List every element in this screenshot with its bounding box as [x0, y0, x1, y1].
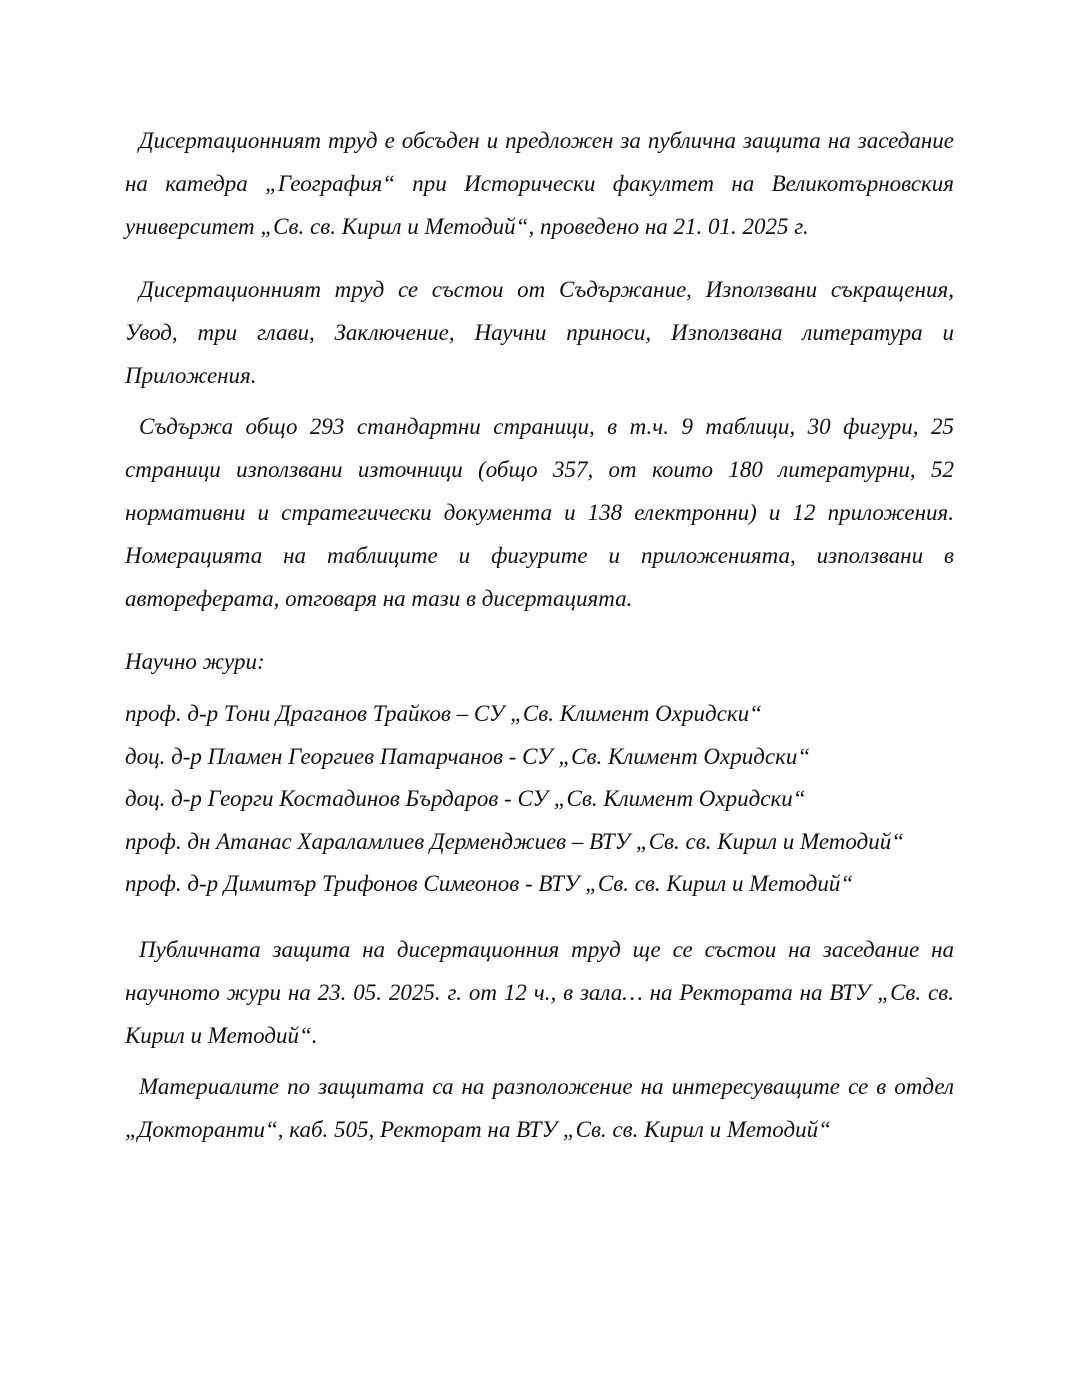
- paragraph-discussion: Дисертационният труд е обсъден и предложен за публична защита на заседание на катедра „География“ при Исторически факултет на Великотърновския университет „Св. св. Кирил и Методий“, проведено на 21. 01. 2025 г.: [125, 128, 954, 239]
- paragraph-materials: Материалите по защитата са на разположение на интересуващите се в отдел „Докторанти“, каб. 505, Ректорат на ВТУ „Св. св. Кирил и Методий“: [125, 1073, 954, 1142]
- jury-member: проф. д-р Тони Драганов Трайков – СУ „Св. Климент Охридски“: [125, 701, 762, 726]
- jury-member: проф. д-р Димитър Трифонов Симеонов - ВТУ „Св. св. Кирил и Методий“: [125, 871, 854, 896]
- jury-heading: Научно жури:: [125, 649, 265, 674]
- paragraph-volume: Съдържа общо 293 стандартни страници, в т.ч. 9 таблици, 30 фигури, 25 страници използвани източници (общо 357, от които 180 литературни, 52 нормативни и стратегически документа и 138 електронни) и 12 приложения. Номерацията на таблиците и фигурите и приложенията, използвани в автореферата, отговаря на тази в дисертацията.: [125, 414, 954, 611]
- jury-member: доц. д-р Георги Костадинов Бърдаров - СУ „Св. Климент Охридски“: [125, 786, 806, 811]
- jury-member: доц. д-р Пламен Георгиев Патарчанов - СУ „Св. Климент Охридски“: [125, 743, 811, 769]
- document-page: [125, 119, 954, 1151]
- jury-list: [125, 693, 954, 906]
- paragraph-structure: Дисертационният труд се състои от Съдържание, Използвани съкращения, Увод, три глави, Заключение, Научни приноси, Използвана литература и Приложения.: [125, 277, 954, 388]
- jury-member: проф. дн Атанас Хараламлиев Дерменджиев – ВТУ „Св. св. Кирил и Методий“: [125, 828, 904, 854]
- paragraph-public-defense: Публичната защита на дисертационния труд ще се състои на заседание на научното жури на 23. 05. 2025. г. от 12 ч., в зала… на Ректората на ВТУ „Св. св. Кирил и Методий“.: [125, 936, 954, 1048]
